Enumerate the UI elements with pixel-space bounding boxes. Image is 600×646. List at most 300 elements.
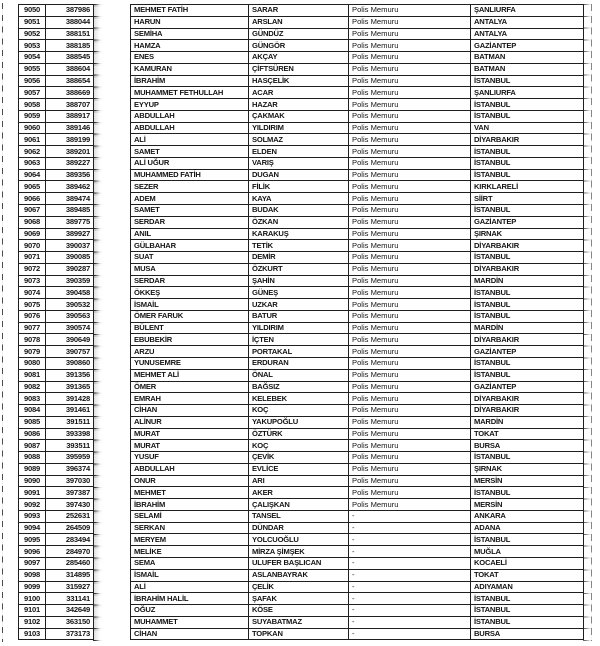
register-number-cell: 388669 — [46, 87, 94, 99]
first-name-cell: SAMET — [131, 205, 249, 217]
register-number-cell: 390649 — [46, 334, 94, 346]
city-cell: MARDİN — [471, 416, 584, 428]
job-title-cell: Polis Memuru — [349, 16, 471, 28]
first-name-cell: MUHAMMED FATİH — [131, 169, 249, 181]
table-row — [131, 322, 584, 334]
city-cell: ANTALYA — [471, 28, 584, 40]
table-row — [19, 581, 94, 593]
last-name-cell: EVLİCE — [249, 463, 349, 475]
register-number-cell: 342649 — [46, 605, 94, 617]
first-name-cell: HAMZA — [131, 40, 249, 52]
city-cell: İSTANBUL — [471, 157, 584, 169]
job-title-cell: Polis Memuru — [349, 299, 471, 311]
table-row — [19, 557, 94, 569]
table-row — [131, 181, 584, 193]
city-cell: İSTANBUL — [471, 310, 584, 322]
job-title-cell: Polis Memuru — [349, 28, 471, 40]
register-number-cell: 391356 — [46, 369, 94, 381]
name-columns-table — [130, 4, 584, 640]
city-cell: İSTANBUL — [471, 357, 584, 369]
city-cell: SİİRT — [471, 193, 584, 205]
first-name-cell: ALİ — [131, 134, 249, 146]
city-cell: ŞIRNAK — [471, 228, 584, 240]
table-row — [19, 122, 94, 134]
first-name-cell: İBRAHİM — [131, 75, 249, 87]
last-name-cell: DÜNDAR — [249, 522, 349, 534]
first-name-cell: ÖMER — [131, 381, 249, 393]
register-number-cell: 389775 — [46, 216, 94, 228]
last-name-cell: SARAR — [249, 5, 349, 17]
register-number-cell: 389474 — [46, 193, 94, 205]
city-cell: İSTANBUL — [471, 287, 584, 299]
row-number-cell: 9097 — [19, 557, 46, 569]
register-number-cell: 397430 — [46, 499, 94, 511]
table-row — [19, 205, 94, 217]
row-number-cell: 9096 — [19, 546, 46, 558]
last-name-cell: ÇİFTSÜREN — [249, 63, 349, 75]
table-row — [19, 605, 94, 617]
register-number-cell: 393398 — [46, 428, 94, 440]
first-name-cell: MURAT — [131, 440, 249, 452]
row-number-cell: 9081 — [19, 369, 46, 381]
table-row — [131, 416, 584, 428]
table-row — [19, 628, 94, 640]
job-title-cell: Polis Memuru — [349, 75, 471, 87]
register-number-cell: 388654 — [46, 75, 94, 87]
first-name-cell: SERDAR — [131, 275, 249, 287]
city-cell: DİYARBAKIR — [471, 240, 584, 252]
table-row — [131, 534, 584, 546]
table-row — [131, 440, 584, 452]
last-name-cell: ÖZKURT — [249, 263, 349, 275]
first-name-cell: İSMAİL — [131, 569, 249, 581]
register-number-cell: 390287 — [46, 263, 94, 275]
job-title-cell: Polis Memuru — [349, 181, 471, 193]
last-name-cell: ÇALIŞKAN — [249, 499, 349, 511]
table-row — [131, 252, 584, 264]
table-row — [131, 463, 584, 475]
register-number-cell: 390085 — [46, 252, 94, 264]
last-name-cell: KOÇ — [249, 405, 349, 417]
first-name-cell: MURAT — [131, 428, 249, 440]
id-columns-body — [19, 5, 94, 640]
city-cell: İSTANBUL — [471, 252, 584, 264]
register-number-cell: 390757 — [46, 346, 94, 358]
job-title-cell: - — [349, 581, 471, 593]
table-row — [131, 405, 584, 417]
table-row — [19, 616, 94, 628]
first-name-cell: SERDAR — [131, 216, 249, 228]
last-name-cell: YAKUPOĞLU — [249, 416, 349, 428]
table-row — [131, 557, 584, 569]
table-row — [131, 546, 584, 558]
row-number-cell: 9091 — [19, 487, 46, 499]
city-cell: ŞIRNAK — [471, 463, 584, 475]
row-number-cell: 9070 — [19, 240, 46, 252]
last-name-cell: MİRZA ŞİMŞEK — [249, 546, 349, 558]
last-name-cell: UZKAR — [249, 299, 349, 311]
row-number-cell: 9064 — [19, 169, 46, 181]
table-row — [19, 299, 94, 311]
city-cell: DİYARBAKIR — [471, 263, 584, 275]
redacted-id-column-residue — [93, 4, 103, 641]
last-name-cell: TOPKAN — [249, 628, 349, 640]
last-name-cell: ÖZKAN — [249, 216, 349, 228]
first-name-cell: EYYUP — [131, 99, 249, 111]
city-cell: MUĞLA — [471, 546, 584, 558]
table-row — [131, 346, 584, 358]
city-cell: İSTANBUL — [471, 299, 584, 311]
row-number-cell: 9089 — [19, 463, 46, 475]
table-row — [131, 475, 584, 487]
job-title-cell: Polis Memuru — [349, 228, 471, 240]
table-row — [19, 240, 94, 252]
city-cell: İSTANBUL — [471, 593, 584, 605]
last-name-cell: ÖZTÜRK — [249, 428, 349, 440]
row-number-cell: 9059 — [19, 110, 46, 122]
last-name-cell: HAZAR — [249, 99, 349, 111]
register-number-cell: 264509 — [46, 522, 94, 534]
job-title-cell: Polis Memuru — [349, 52, 471, 64]
city-cell: ADIYAMAN — [471, 581, 584, 593]
last-name-cell: ÇELİK — [249, 581, 349, 593]
first-name-cell: İBRAHİM HALİL — [131, 593, 249, 605]
register-number-cell: 387986 — [46, 5, 94, 17]
table-row — [131, 357, 584, 369]
table-row — [19, 369, 94, 381]
table-row — [131, 275, 584, 287]
register-number-cell: 389927 — [46, 228, 94, 240]
job-title-cell: Polis Memuru — [349, 381, 471, 393]
table-row — [19, 428, 94, 440]
row-number-cell: 9054 — [19, 52, 46, 64]
last-name-cell: ERDURAN — [249, 357, 349, 369]
table-row — [19, 405, 94, 417]
table-row — [131, 428, 584, 440]
city-cell: İSTANBUL — [471, 75, 584, 87]
last-name-cell: ÇEVİK — [249, 452, 349, 464]
last-name-cell: KOÇ — [249, 440, 349, 452]
register-number-cell: 388151 — [46, 28, 94, 40]
first-name-cell: CİHAN — [131, 628, 249, 640]
row-number-cell: 9063 — [19, 157, 46, 169]
first-name-cell: İSMAİL — [131, 299, 249, 311]
job-title-cell: Polis Memuru — [349, 216, 471, 228]
table-row — [19, 28, 94, 40]
last-name-cell: SUYABATMAZ — [249, 616, 349, 628]
row-number-cell: 9051 — [19, 16, 46, 28]
table-row — [19, 134, 94, 146]
row-number-cell: 9071 — [19, 252, 46, 264]
job-title-cell: Polis Memuru — [349, 275, 471, 287]
last-name-cell: ARI — [249, 475, 349, 487]
table-row — [131, 52, 584, 64]
table-row — [19, 252, 94, 264]
table-row — [19, 381, 94, 393]
job-title-cell: - — [349, 557, 471, 569]
register-number-cell: 391511 — [46, 416, 94, 428]
row-number-cell: 9095 — [19, 534, 46, 546]
table-row — [19, 87, 94, 99]
row-number-cell: 9090 — [19, 475, 46, 487]
last-name-cell: ACAR — [249, 87, 349, 99]
row-number-cell: 9065 — [19, 181, 46, 193]
row-number-cell: 9061 — [19, 134, 46, 146]
job-title-cell: Polis Memuru — [349, 240, 471, 252]
table-row — [19, 5, 94, 17]
register-number-cell: 389227 — [46, 157, 94, 169]
row-number-cell: 9066 — [19, 193, 46, 205]
job-title-cell: Polis Memuru — [349, 287, 471, 299]
table-row — [19, 346, 94, 358]
table-row — [19, 534, 94, 546]
row-number-cell: 9094 — [19, 522, 46, 534]
last-name-cell: ASLANBAYRAK — [249, 569, 349, 581]
job-title-cell: Polis Memuru — [349, 369, 471, 381]
city-cell: MARDİN — [471, 275, 584, 287]
row-number-cell: 9082 — [19, 381, 46, 393]
last-name-cell: PORTAKAL — [249, 346, 349, 358]
job-title-cell: Polis Memuru — [349, 40, 471, 52]
table-row — [131, 369, 584, 381]
table-row — [19, 569, 94, 581]
last-name-cell: KELEBEK — [249, 393, 349, 405]
register-number-cell: 390574 — [46, 322, 94, 334]
city-cell: MERSİN — [471, 475, 584, 487]
table-row — [19, 40, 94, 52]
register-number-cell: 284970 — [46, 546, 94, 558]
last-name-cell: BAĞSIZ — [249, 381, 349, 393]
row-number-cell: 9098 — [19, 569, 46, 581]
clipped-right-table-edge — [591, 4, 592, 641]
job-title-cell: Polis Memuru — [349, 110, 471, 122]
table-row — [131, 628, 584, 640]
register-number-cell: 388917 — [46, 110, 94, 122]
register-number-cell: 390359 — [46, 275, 94, 287]
register-number-cell: 363150 — [46, 616, 94, 628]
table-row — [19, 322, 94, 334]
job-title-cell: Polis Memuru — [349, 99, 471, 111]
table-row — [131, 616, 584, 628]
table-row — [19, 52, 94, 64]
row-number-cell: 9072 — [19, 263, 46, 275]
table-row — [19, 110, 94, 122]
city-cell: İSTANBUL — [471, 146, 584, 158]
last-name-cell: GÜNGÖR — [249, 40, 349, 52]
last-name-cell: AKER — [249, 487, 349, 499]
job-title-cell: Polis Memuru — [349, 169, 471, 181]
table-row — [19, 193, 94, 205]
row-number-cell: 9102 — [19, 616, 46, 628]
table-row — [19, 440, 94, 452]
row-number-cell: 9052 — [19, 28, 46, 40]
table-row — [19, 16, 94, 28]
first-name-cell: ONUR — [131, 475, 249, 487]
job-title-cell: Polis Memuru — [349, 499, 471, 511]
table-row — [19, 287, 94, 299]
table-row — [19, 487, 94, 499]
table-row — [131, 240, 584, 252]
row-number-cell: 9055 — [19, 63, 46, 75]
last-name-cell: ŞAFAK — [249, 593, 349, 605]
city-cell: DİYARBAKIR — [471, 134, 584, 146]
city-cell: ANTALYA — [471, 16, 584, 28]
job-title-cell: Polis Memuru — [349, 440, 471, 452]
table-row — [131, 16, 584, 28]
register-number-cell: 389356 — [46, 169, 94, 181]
city-cell: TOKAT — [471, 428, 584, 440]
last-name-cell: YOLCUOĞLU — [249, 534, 349, 546]
table-row — [19, 510, 94, 522]
job-title-cell: Polis Memuru — [349, 428, 471, 440]
register-number-cell: 252631 — [46, 510, 94, 522]
register-number-cell: 390458 — [46, 287, 94, 299]
job-title-cell: - — [349, 510, 471, 522]
last-name-cell: FİLİK — [249, 181, 349, 193]
first-name-cell: SERKAN — [131, 522, 249, 534]
job-title-cell: Polis Memuru — [349, 346, 471, 358]
job-title-cell: - — [349, 522, 471, 534]
last-name-cell: GÜNEŞ — [249, 287, 349, 299]
first-name-cell: ABDULLAH — [131, 122, 249, 134]
table-row — [19, 416, 94, 428]
register-number-cell: 395959 — [46, 452, 94, 464]
last-name-cell: HASÇELİK — [249, 75, 349, 87]
last-name-cell: SOLMAZ — [249, 134, 349, 146]
table-row — [131, 110, 584, 122]
table-row — [131, 299, 584, 311]
city-cell: MARDİN — [471, 322, 584, 334]
city-cell: BURSA — [471, 440, 584, 452]
city-cell: MERSİN — [471, 499, 584, 511]
table-row — [19, 181, 94, 193]
job-title-cell: Polis Memuru — [349, 416, 471, 428]
job-title-cell: Polis Memuru — [349, 252, 471, 264]
table-row — [131, 146, 584, 158]
first-name-cell: SELAMİ — [131, 510, 249, 522]
row-number-cell: 9076 — [19, 310, 46, 322]
row-number-cell: 9087 — [19, 440, 46, 452]
last-name-cell: YILDIRIM — [249, 322, 349, 334]
first-name-cell: SEMİHA — [131, 28, 249, 40]
job-title-cell: Polis Memuru — [349, 5, 471, 17]
first-name-cell: EBUBEKİR — [131, 334, 249, 346]
first-name-cell: MUSA — [131, 263, 249, 275]
table-row — [19, 216, 94, 228]
table-row — [131, 581, 584, 593]
job-title-cell: - — [349, 616, 471, 628]
row-number-cell: 9088 — [19, 452, 46, 464]
last-name-cell: AKÇAY — [249, 52, 349, 64]
city-cell: KOCAELİ — [471, 557, 584, 569]
job-title-cell: Polis Memuru — [349, 334, 471, 346]
table-row — [19, 146, 94, 158]
table-row — [19, 275, 94, 287]
first-name-cell: ÖKKEŞ — [131, 287, 249, 299]
table-row — [131, 216, 584, 228]
row-number-cell: 9068 — [19, 216, 46, 228]
first-name-cell: EMRAH — [131, 393, 249, 405]
first-name-cell: SEMA — [131, 557, 249, 569]
register-number-cell: 389462 — [46, 181, 94, 193]
city-cell: ŞANLIURFA — [471, 5, 584, 17]
job-title-cell: Polis Memuru — [349, 263, 471, 275]
table-row — [19, 157, 94, 169]
row-number-cell: 9099 — [19, 581, 46, 593]
last-name-cell: KARAKUŞ — [249, 228, 349, 240]
job-title-cell: Polis Memuru — [349, 157, 471, 169]
table-row — [131, 28, 584, 40]
job-title-cell: - — [349, 605, 471, 617]
first-name-cell: ALİNUR — [131, 416, 249, 428]
row-number-cell: 9078 — [19, 334, 46, 346]
city-cell: BURSA — [471, 628, 584, 640]
last-name-cell: DEMİR — [249, 252, 349, 264]
first-name-cell: ABDULLAH — [131, 110, 249, 122]
city-cell: ADANA — [471, 522, 584, 534]
register-number-cell: 283494 — [46, 534, 94, 546]
job-title-cell: Polis Memuru — [349, 146, 471, 158]
table-row — [19, 75, 94, 87]
register-number-cell: 390860 — [46, 357, 94, 369]
row-number-cell: 9083 — [19, 393, 46, 405]
row-number-cell: 9080 — [19, 357, 46, 369]
first-name-cell: SEZER — [131, 181, 249, 193]
job-title-cell: Polis Memuru — [349, 122, 471, 134]
register-number-cell: 397030 — [46, 475, 94, 487]
city-cell: GAZİANTEP — [471, 346, 584, 358]
last-name-cell: ÖNAL — [249, 369, 349, 381]
table-row — [19, 475, 94, 487]
first-name-cell: ALİ — [131, 581, 249, 593]
register-number-cell: 389146 — [46, 122, 94, 134]
last-name-cell: KAYA — [249, 193, 349, 205]
first-name-cell: BÜLENT — [131, 322, 249, 334]
register-number-cell: 331141 — [46, 593, 94, 605]
table-row — [19, 593, 94, 605]
city-cell: ŞANLIURFA — [471, 87, 584, 99]
register-number-cell: 391365 — [46, 381, 94, 393]
last-name-cell: ARSLAN — [249, 16, 349, 28]
last-name-cell: ELDEN — [249, 146, 349, 158]
row-number-cell: 9103 — [19, 628, 46, 640]
table-row — [131, 122, 584, 134]
table-row — [131, 334, 584, 346]
row-number-cell: 9057 — [19, 87, 46, 99]
table-row — [131, 169, 584, 181]
city-cell: BATMAN — [471, 63, 584, 75]
table-row — [131, 569, 584, 581]
last-name-cell: YILDIRIM — [249, 122, 349, 134]
city-cell: GAZİANTEP — [471, 216, 584, 228]
table-row — [131, 75, 584, 87]
table-row — [19, 393, 94, 405]
table-row — [131, 522, 584, 534]
city-cell: İSTANBUL — [471, 487, 584, 499]
city-cell: DİYARBAKIR — [471, 393, 584, 405]
city-cell: TOKAT — [471, 569, 584, 581]
table-row — [19, 169, 94, 181]
register-number-cell: 391461 — [46, 405, 94, 417]
job-title-cell: - — [349, 534, 471, 546]
city-cell: İSTANBUL — [471, 169, 584, 181]
city-cell: İSTANBUL — [471, 452, 584, 464]
row-number-cell: 9075 — [19, 299, 46, 311]
table-row — [131, 134, 584, 146]
city-cell: İSTANBUL — [471, 205, 584, 217]
table-row — [131, 487, 584, 499]
register-number-cell: 285460 — [46, 557, 94, 569]
